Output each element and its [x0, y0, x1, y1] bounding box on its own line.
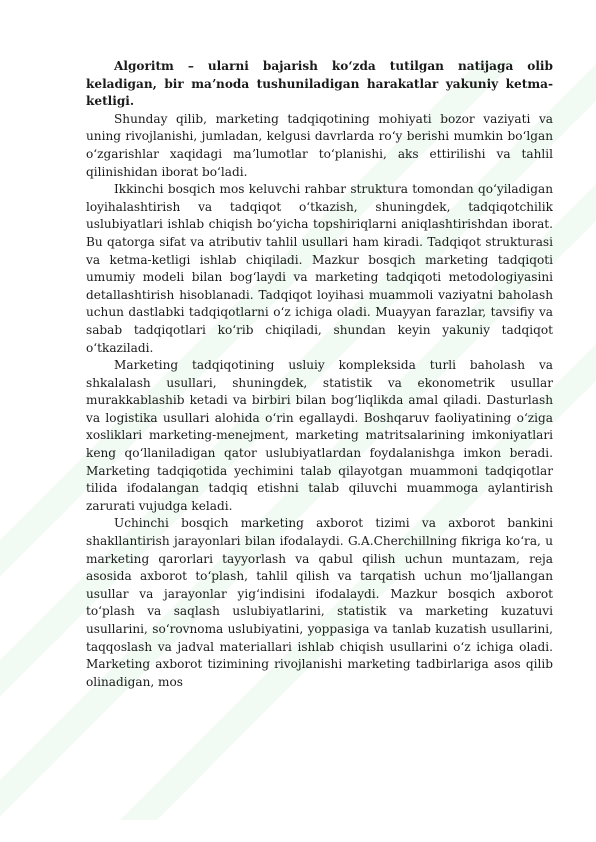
- document-page: [86, 58, 553, 691]
- body-paragraph-4: Uchinchi bosqich marketing axborot tizimi va axborot bankini shakllantirish jarayonlari bilan ifodalaydi. G.A.Cherchillning fikriga koʻra, u marketing qarorlari tayyorlash va qabul qilish uchun muntazam, reja asosida axborot toʻplash, tahlil qilish va tarqatish uchun moʻljallangan usullar va jarayonlar yigʻindisini ifodalaydi. Mazkur bosqich axborot toʻplash va saqlash uslubiyatlarini, statistik va marketing kuzatuvi usullarini, soʻrovnoma uslubiyatini, yoppasiga va tanlab kuzatish usullarini, taqqoslash va jadval materiallari ishlab chiqish usullarini oʻz ichiga oladi. Marketing axborot tizimining rivojlanishi marketing tadbirlariga asos qilib olinadigan, mos: [86, 516, 553, 689]
- body-paragraph-1: Shunday qilib, marketing tadqiqotining mohiyati bozor vaziyati va uning rivojlanishi, jumladan, kelgusi davrlarda roʻy berishi mumkin boʻlgan oʻzgarishlar xaqidagi maʼlumotlar toʻplanishi, aks ettirilishi va tahlil qilinishidan iborat boʻladi.: [86, 111, 553, 179]
- definition-paragraph: Algoritm – ularni bajarish koʻzda tutilgan natijaga olib keladigan, bir maʼnoda tushuniladigan harakatlar yakuniy ketma-ketligi.: [86, 59, 553, 109]
- body-paragraph-3: Marketing tadqiqotining usluiy kompleksida turli baholash va shkalalash usullari, shuningdek, statistik va ekonometrik usullar murakkablashib ketadi va birbiri bilan bogʻliqlikda amal qiladi. Dasturlash va logistika usullari alohida oʻrin egallaydi. Boshqaruv faoliyatining oʻziga xosliklari marketing-menejment, marketing matritsalarining imkoniyatlari keng qoʻllaniladigan qator uslubiyatlardan foydalanishga imkon beradi. Marketing tadqiqotida yechimini talab qilayotgan muammoni tadqiqotlar tilida ifodalangan tadqiq etishni talab qiluvchi muammoga aylantirish zarurati vujudga keladi.: [86, 358, 553, 513]
- body-paragraph-2: Ikkinchi bosqich mos keluvchi rahbar struktura tomondan qoʻyiladigan loyihalashtirish va tadqiqot oʻtkazish, shuningdek, tadqiqotchilik uslubiyatlari ishlab chiqish boʻyicha topshiriqlarni aniqlashtirishdan iborat. Bu qatorga sifat va atributiv tahlil usullari ham kiradi. Tadqiqot strukturasi va ketma-ketligi ishlab chiqiladi. Mazkur bosqich marketing tadqiqoti umumiy modeli bilan bogʻlaydi va marketing tadqiqoti metodologiyasini detallashtirish hisoblanadi. Tadqiqot loyihasi muammoli vaziyatni baholash uchun dastlabki tadqiqotlarni oʻz ichiga oladi. Muayyan farazlar, tavsifiy va sabab tadqiqotlari koʻrib chiqiladi, shundan keyin yakuniy tadqiqot oʻtkaziladi.: [86, 182, 553, 355]
